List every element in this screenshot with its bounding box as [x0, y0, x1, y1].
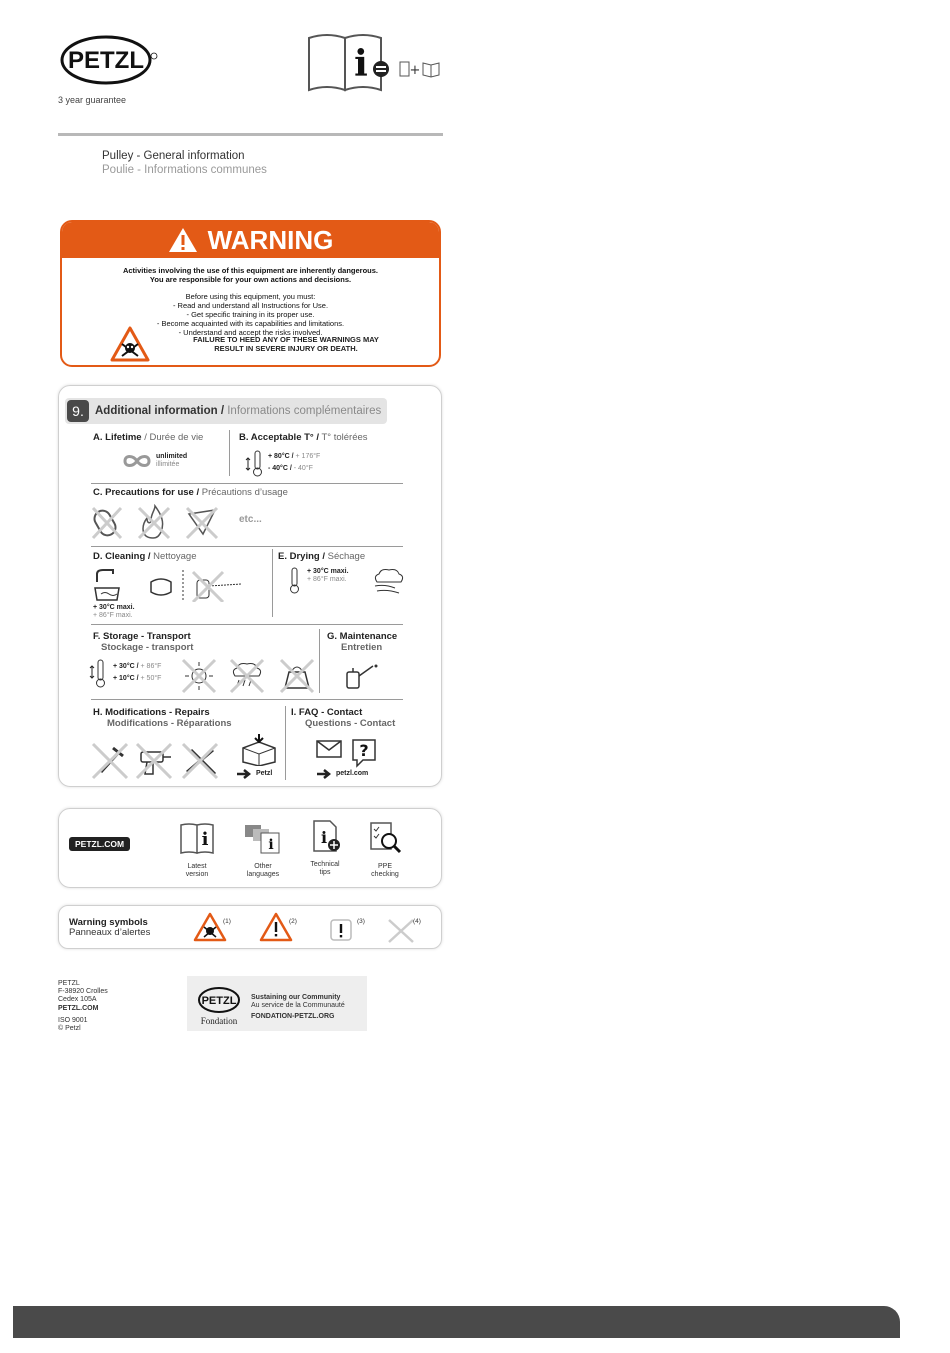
storage-hot: + 30°C / — [113, 663, 139, 670]
petzl-com-badge[interactable]: PETZL.COM — [69, 837, 130, 851]
warning-header — [62, 222, 439, 258]
chemical-crossed-icon — [187, 508, 217, 538]
no-modification-icons — [91, 742, 231, 780]
cleaning-icons — [91, 568, 241, 602]
warning-line2: You are responsible for your own actions and decisions. — [149, 275, 352, 284]
temperature-title: B. Acceptable T° / — [239, 432, 319, 443]
warning-line1: Activities involving the use of this equipment are inherently dangerous. — [122, 266, 379, 275]
section-title-en: Additional information / — [95, 405, 225, 417]
symbol-footnote: (4) — [413, 918, 421, 925]
precautions-icons — [91, 504, 231, 542]
drying-temp-f: + 86°F maxi. — [307, 576, 347, 583]
pressure-washer-crossed-icon — [193, 572, 241, 602]
faq-title-fr: Questions - Contact — [305, 718, 396, 729]
divider — [229, 430, 230, 476]
address-line: F-38920 Crolles — [58, 988, 108, 996]
lifetime-title-fr: / Durée de vie — [141, 432, 204, 443]
symbols-title-en: Warning symbols — [69, 917, 148, 928]
unlimited-label: unlimited — [156, 453, 188, 460]
web-label: languages — [246, 871, 280, 878]
book-info-icon — [177, 821, 217, 855]
foundation-banner — [187, 976, 367, 1031]
foundation-link[interactable]: FONDATION-PETZL.ORG — [251, 1013, 335, 1020]
storage-title-fr: Stockage - transport — [101, 642, 194, 653]
address-block — [58, 980, 108, 1033]
storage-cold-f: + 50°F — [138, 675, 162, 682]
divider — [272, 549, 273, 617]
website-link[interactable]: PETZL.COM — [58, 1004, 99, 1012]
maintenance-title: G. Maintenance — [327, 631, 398, 642]
storage-title: F. Storage - Transport — [93, 631, 191, 642]
cleaning-title: D. Cleaning / — [93, 551, 151, 562]
svg-text:i: i — [354, 43, 368, 85]
precautions-title-fr: Précautions d’usage — [199, 487, 288, 498]
sun-crossed-icon — [183, 660, 215, 692]
drying-temp — [307, 568, 349, 584]
web-label: Latest — [187, 863, 207, 870]
read-manual-icon — [305, 30, 445, 94]
lifetime-value — [156, 453, 187, 469]
return-box-icon — [237, 734, 281, 766]
warning-item: - Read and understand all Instructions for Use. — [172, 301, 329, 310]
temperature-heading — [239, 432, 368, 443]
modifications-heading — [93, 707, 232, 729]
warning-symbols-box — [58, 905, 442, 949]
failure-line2: RESULT IN SEVERE INJURY OR DEATH. — [214, 344, 358, 353]
precautions-heading — [93, 487, 288, 498]
divider — [91, 624, 403, 625]
temp-cold: - 40°C / — [268, 465, 292, 472]
danger-death-icon — [193, 912, 227, 942]
address-line: PETZL — [58, 980, 80, 987]
prohibited-cross-icon — [387, 918, 415, 944]
iso-text: ISO 9001 — [58, 1016, 88, 1024]
storage-icons — [181, 658, 317, 694]
thermometer-icon — [89, 658, 111, 690]
sponge-icon — [151, 579, 171, 595]
warning-intro: Before using this equipment, you must: — [185, 292, 316, 301]
infinity-icon — [123, 454, 151, 468]
tools-crossed-icon — [183, 744, 217, 778]
foundation-text — [251, 994, 345, 1021]
warning-item: - Get specific training in its proper use. — [186, 310, 315, 319]
divider — [91, 546, 403, 547]
carabiner-crossed-icon — [92, 508, 121, 539]
foundation-word: Fondation — [200, 1016, 238, 1026]
danger-death-icon — [110, 326, 150, 362]
drying-heading — [278, 551, 365, 562]
bottom-bar — [13, 1306, 900, 1338]
svg-text:i: i — [201, 829, 209, 850]
web-label: Other — [254, 863, 272, 870]
bag-crossed-icon — [281, 660, 313, 692]
svg-text:i: i — [268, 837, 274, 853]
rain-crossed-icon — [231, 660, 263, 692]
technical-tips-link[interactable] — [295, 819, 355, 877]
air-dry-cloud-icon — [371, 566, 407, 596]
maintenance-title-fr: Entretien — [341, 642, 383, 653]
illimitee-label: illimitée — [156, 461, 180, 468]
fire-crossed-icon — [139, 506, 169, 538]
web-label: PPE — [377, 863, 392, 870]
modifications-title: H. Modifications - Repairs — [93, 707, 210, 718]
warning-title: WARNING — [207, 224, 334, 255]
divider — [91, 699, 403, 700]
warning-triangle-icon — [168, 227, 198, 253]
faucet-basin-icon — [95, 570, 119, 600]
symbols-title-fr: Panneaux d’alertes — [69, 927, 151, 938]
arrow-right-icon — [317, 769, 333, 779]
guarantee-text: 3 year guarantee — [58, 95, 127, 105]
maintenance-heading — [327, 631, 397, 653]
divider — [91, 483, 403, 484]
storage-cold: + 10°C / — [113, 675, 139, 682]
symbol-footnote: (2) — [289, 918, 297, 925]
storage-heading — [93, 631, 193, 653]
brand-text: PETZL — [68, 47, 144, 74]
web-label: Technical — [310, 861, 340, 868]
foundation-logo — [195, 982, 249, 1026]
question-bubble-icon — [351, 738, 377, 768]
temp-hot: + 80°C / — [268, 453, 294, 460]
divider — [319, 629, 320, 693]
copyright-text: © Petzl — [58, 1025, 81, 1033]
cleaning-temp-f: + 86°F maxi. — [93, 612, 133, 619]
precautions-etc: etc... — [239, 514, 262, 525]
symbol-footnote: (1) — [223, 918, 231, 925]
ppe-checking-link[interactable] — [355, 821, 415, 879]
storage-hot-f: + 86°F — [138, 663, 162, 670]
thermometer-icon — [245, 448, 267, 478]
cleaning-temp — [93, 604, 135, 620]
other-languages-link[interactable] — [233, 821, 293, 879]
precautions-title: C. Precautions for use / — [93, 487, 200, 498]
modifications-title-fr: Modifications - Réparations — [107, 718, 232, 729]
drill-crossed-icon — [137, 744, 171, 778]
drying-title: E. Drying / — [278, 551, 325, 562]
drying-title-fr: Séchage — [324, 551, 366, 562]
warning-box — [60, 220, 441, 367]
web-label: version — [185, 871, 209, 878]
warning-triangle-icon — [259, 912, 293, 942]
svg-text:i: i — [320, 828, 328, 847]
cleaning-title-fr: Nettoyage — [150, 551, 197, 562]
warning-item: - Become acquainted with its capabilities and limitations. — [156, 319, 345, 328]
faq-link[interactable]: petzl.com — [336, 770, 369, 777]
technical-tips-icon — [308, 819, 342, 853]
temp-cold-f: - 40°F — [291, 465, 313, 472]
oil-can-icon — [343, 660, 379, 690]
web-label: checking — [371, 871, 399, 878]
temperature-values — [268, 451, 320, 475]
lifetime-heading — [93, 432, 203, 443]
section-title-fr: Informations complémentaires — [224, 405, 382, 417]
section-title — [95, 405, 381, 417]
languages-icon — [241, 821, 285, 855]
faq-heading — [291, 707, 395, 729]
cleaning-temp-c: + 30°C maxi. — [93, 604, 135, 611]
foundation-brand: PETZL — [201, 995, 237, 1007]
divider — [285, 706, 286, 780]
ppe-check-icon — [367, 821, 403, 855]
warning-footer — [110, 326, 430, 362]
thermometer-icon — [289, 566, 301, 594]
section-number: 9. — [67, 400, 89, 422]
return-to-petzl: Petzl — [256, 770, 273, 777]
warning-item: - Understand and accept the risks involved. — [178, 328, 323, 337]
cleaning-heading — [93, 551, 197, 562]
address-line: Cedex 105A — [58, 996, 97, 1004]
arrow-right-icon — [237, 769, 253, 779]
header-divider — [58, 133, 443, 136]
faq-title: I. FAQ - Contact — [291, 707, 363, 718]
svg-text:?: ? — [359, 741, 369, 760]
web-label: tips — [319, 869, 331, 876]
petzl-logo — [58, 34, 162, 86]
storage-temps — [113, 661, 161, 685]
hammer-crossed-icon — [93, 744, 127, 778]
lifetime-title: A. Lifetime — [93, 432, 142, 443]
symbols-title — [69, 918, 150, 938]
web-resources-box — [58, 808, 442, 888]
temp-hot-f: + 176°F — [293, 453, 321, 460]
section-header — [65, 398, 387, 424]
foundation-line1: Sustaining our Community — [251, 994, 341, 1001]
envelope-icon — [315, 738, 345, 760]
failure-line1: FAILURE TO HEED ANY OF THESE WARNINGS MAY — [193, 335, 379, 344]
additional-info-box — [58, 385, 442, 787]
drying-temp-c: + 30°C maxi. — [307, 568, 349, 575]
symbol-footnote: (3) — [357, 918, 365, 925]
product-title-fr: Poulie - Informations communes — [102, 164, 267, 176]
latest-version-link[interactable] — [167, 821, 227, 879]
product-title: Pulley - General information — [102, 150, 245, 162]
svg-text:+: + — [409, 63, 421, 78]
temperature-title-fr: T° tolérées — [319, 432, 368, 443]
foundation-line2: Au service de la Communauté — [251, 1002, 345, 1009]
info-exclamation-icon — [329, 918, 355, 942]
